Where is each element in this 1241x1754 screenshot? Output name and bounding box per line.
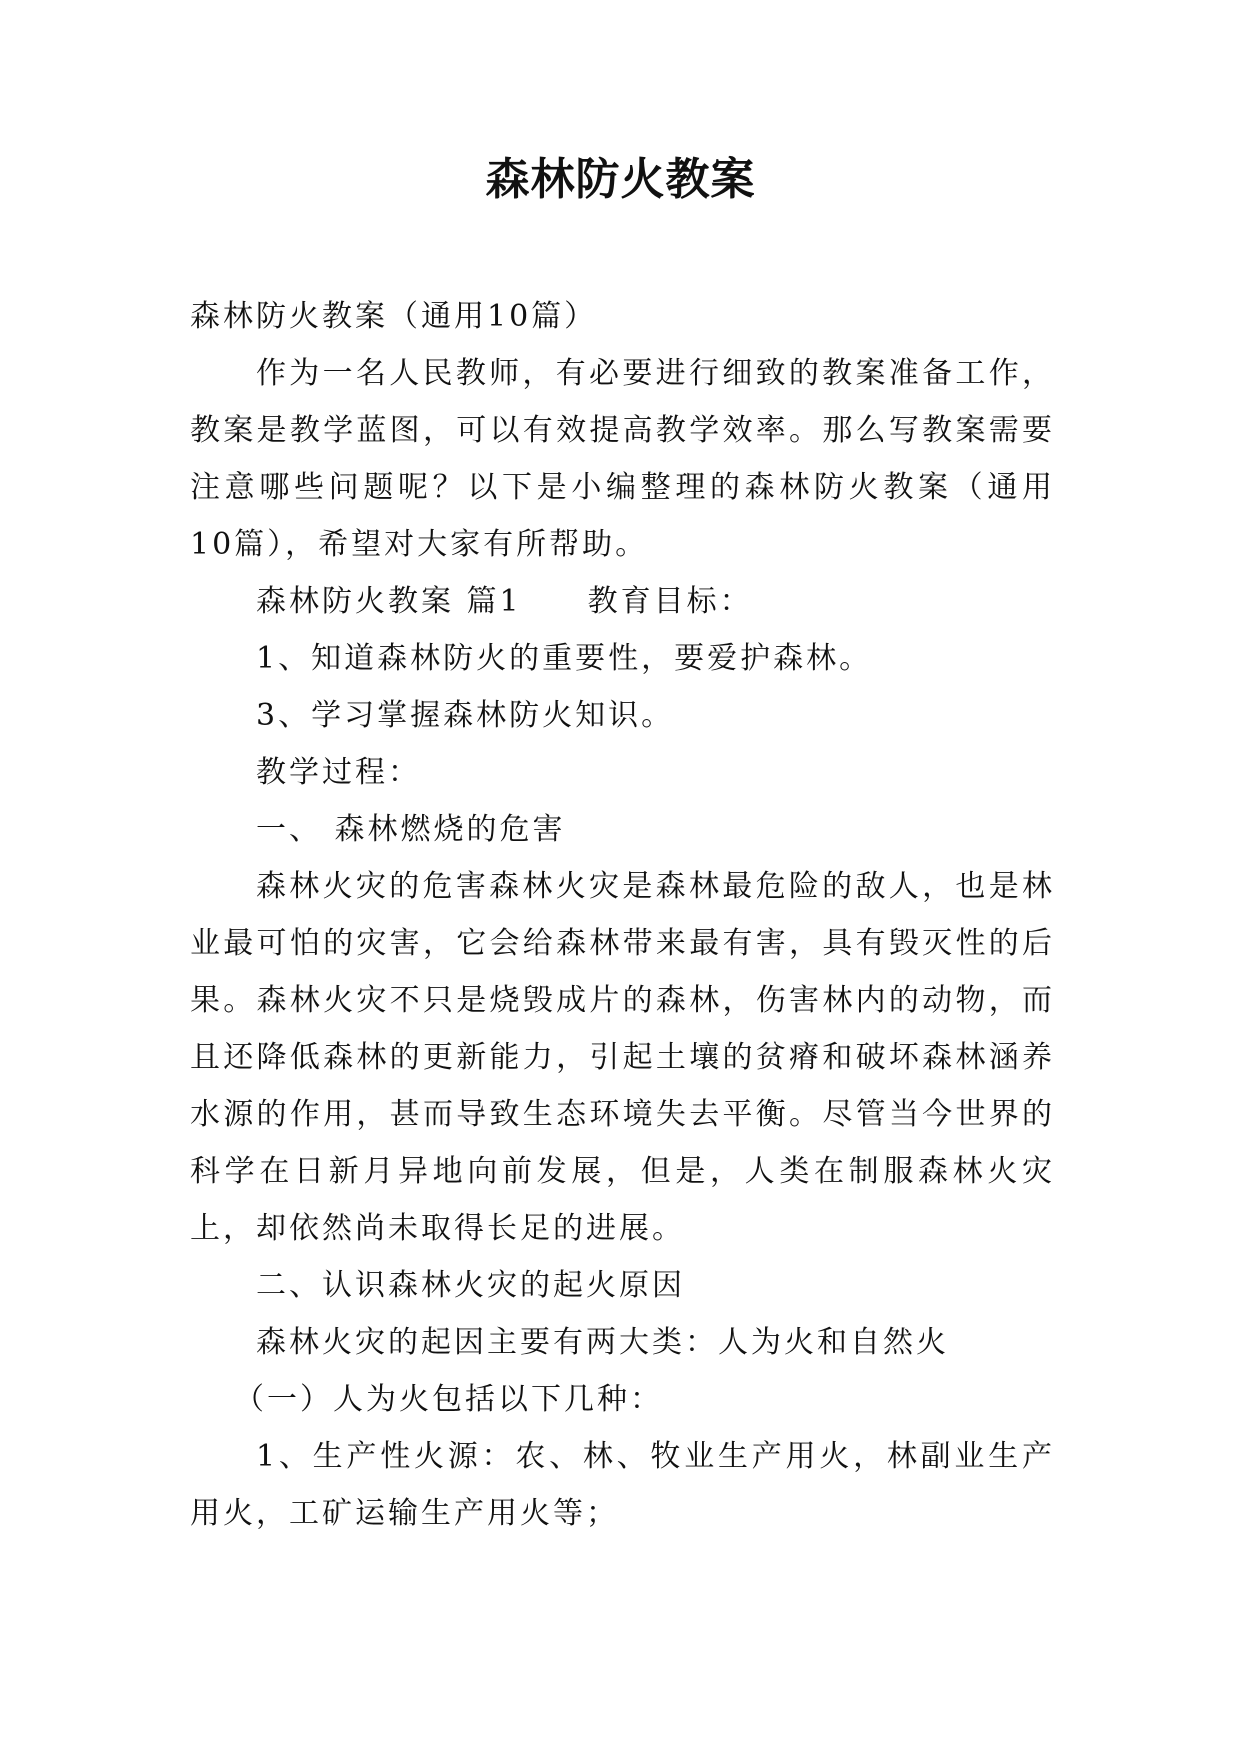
goal-item: 3、学习掌握森林防火知识。 xyxy=(256,698,675,733)
body-paragraph: 森林火灾的危害森林火灾是森林最危险的敌人，也是林业最可怕的灾害，它会给森林带来最有害，具有毁灭性的后果。森林火灾不只是烧毁成片的森林，伤害林内的动物，而且还降低森林的更新能力，引起土壤的贫瘠和破坏森林涵养水源的作用，甚而导致生态环境失去平衡。尽管当今世界的科学在日新月异地向前发展，但是，人类在制服森林火灾上，却依然尚未取得长足的进展。 xyxy=(190,869,1055,1246)
goal-item: 1、知道森林防火的重要性，要爱护森林。 xyxy=(256,641,873,676)
body-paragraph: 森林火灾的起因主要有两大类：人为火和自然火 xyxy=(256,1325,949,1360)
section-heading: 森林防火教案 篇1 教育目标： xyxy=(256,584,753,619)
subtitle-paragraph: 森林防火教案（通用10篇） xyxy=(190,299,598,334)
document-body xyxy=(190,288,1055,1542)
document-title: 森林防火教案 xyxy=(485,154,756,205)
process-heading: 教学过程： xyxy=(256,755,421,790)
subsection-heading: 二、认识森林火灾的起火原因 xyxy=(256,1268,685,1303)
list-item: 1、生产性火源：农、林、牧业生产用火，林副业生产用火，工矿运输生产用火等； xyxy=(190,1439,1055,1531)
subsection-heading: 一、 森林燃烧的危害 xyxy=(256,812,566,847)
list-heading: （一）人为火包括以下几种： xyxy=(234,1382,663,1417)
intro-paragraph: 作为一名人民教师，有必要进行细致的教案准备工作，教案是教学蓝图，可以有效提高教学效率。那么写教案需要注意哪些问题呢？以下是小编整理的森林防火教案（通用10篇），希望对大家有所帮助。 xyxy=(190,356,1055,562)
